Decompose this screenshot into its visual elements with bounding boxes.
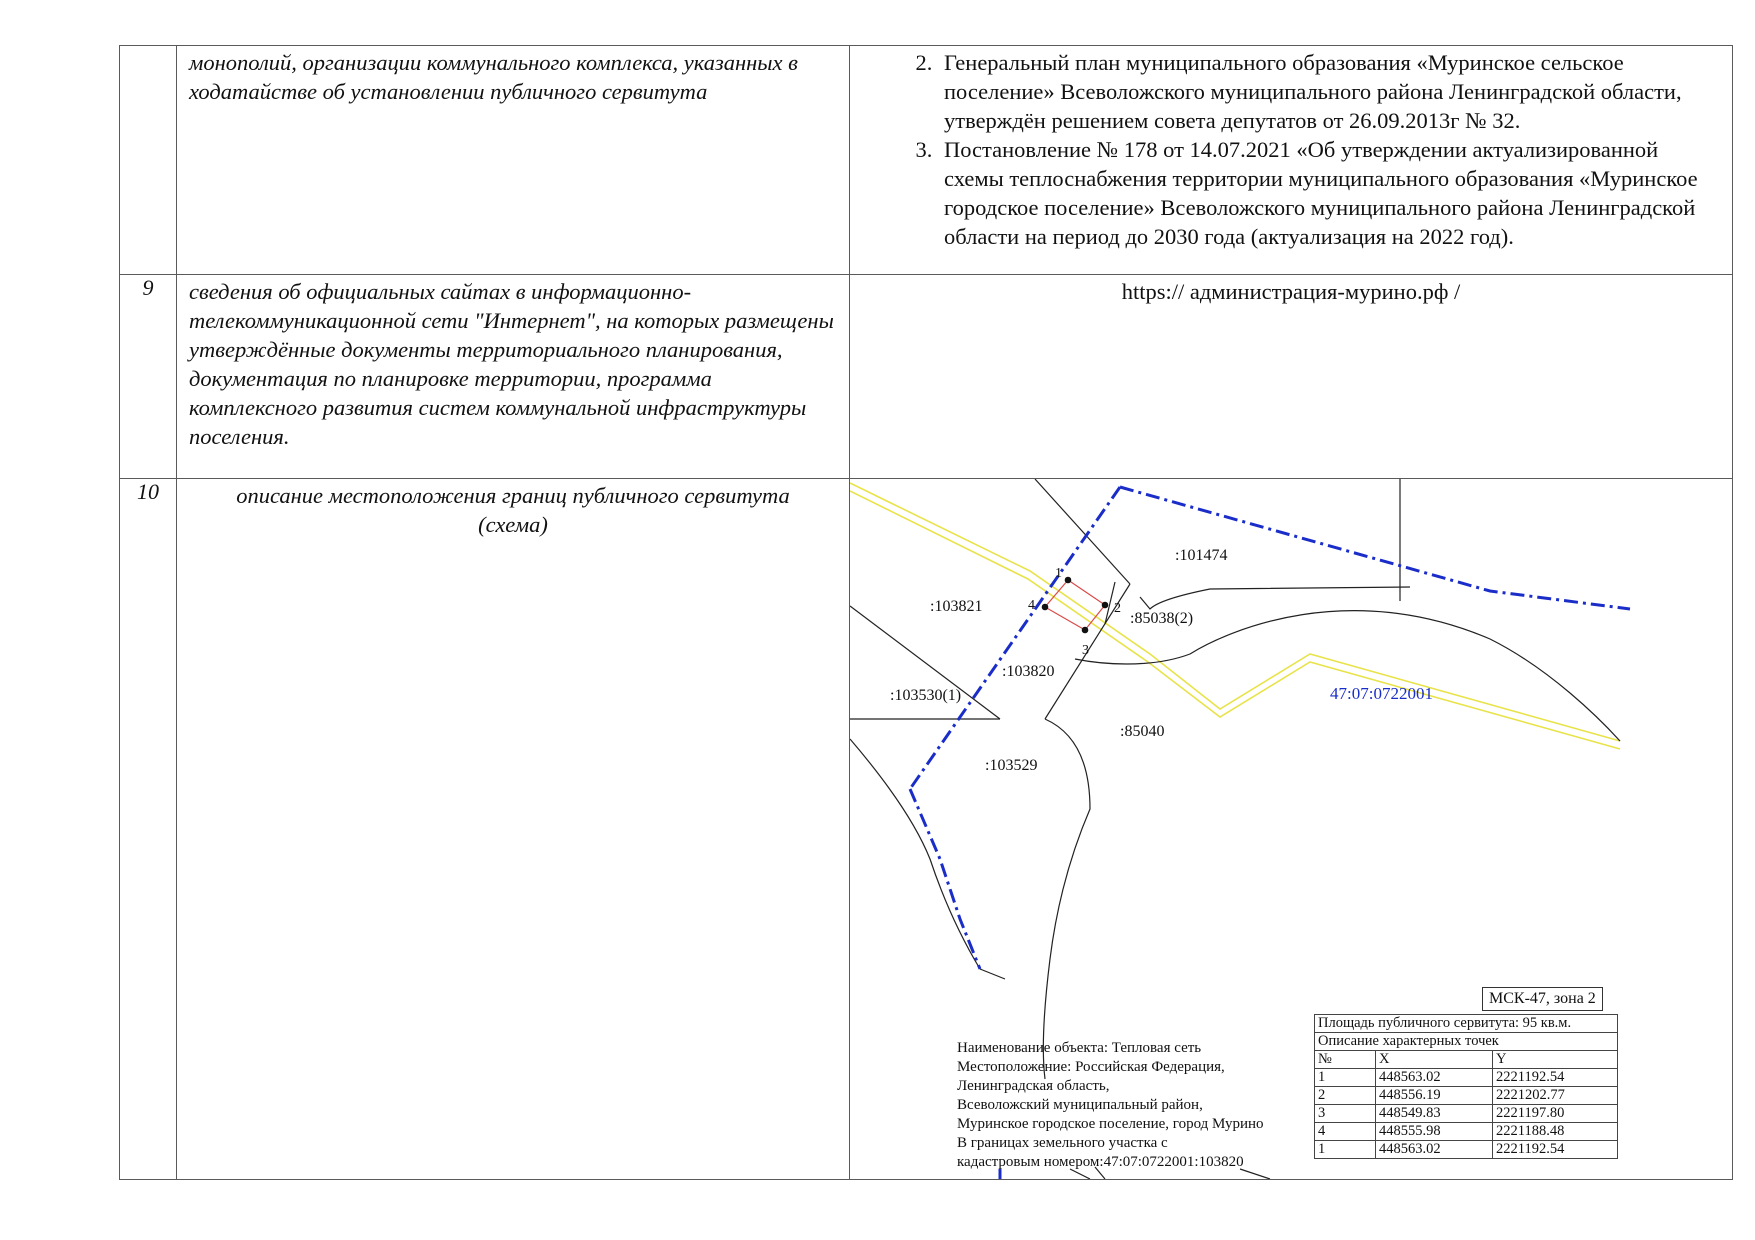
parcel-label-85040: :85040	[1120, 723, 1165, 740]
point-4	[1042, 604, 1049, 611]
parcel-label-103820: :103820	[1002, 663, 1055, 680]
coordinate-system-label: МСК-47, зона 2	[1482, 987, 1603, 1011]
point-y: 2221192.54	[1493, 1141, 1618, 1159]
column-header: №	[1315, 1051, 1376, 1069]
quarter-label: 47:07:0722001	[1330, 684, 1433, 703]
point-y: 2221188.48	[1493, 1123, 1618, 1141]
list-item: 2. Генеральный план муниципального образования «Муринское сельское поселение» Всеволожского муниципального района Ленинградской области, утверждён решением совета депутатов от 26.09.2013г № 32.	[938, 48, 1718, 135]
description-line: кадастровым номером:47:07:0722001:103820	[957, 1154, 1244, 1170]
documents-list	[850, 48, 1718, 251]
parcel-label-103529: :103529	[985, 757, 1038, 774]
point-3	[1082, 627, 1089, 634]
description-line: Местоположение: Российская Федерация,	[957, 1059, 1225, 1075]
list-item: 3. Постановление № 178 от 14.07.2021 «Об утверждении актуализированной схемы теплоснабжения территории муниципального образования «Муринское городское поселение» Всеволожского муниципального района Ленинградской области на период до 2030 года (актуализация на 2022 год).	[938, 135, 1718, 251]
row-name: сведения об официальных сайтах в информационно-телекоммуникационной сети "Интернет", на которых размещены утверждённые документы территориального планирования, документация по планировке территории, программа комплексного развития систем коммунальной инфраструктуры поселения.	[177, 275, 850, 479]
column-header: Y	[1493, 1051, 1618, 1069]
row-name: монополий, организации коммунального комплекса, указанных в ходатайстве об установлении публичного сервитута	[177, 46, 850, 275]
table-row	[1315, 1141, 1618, 1159]
column-header: X	[1376, 1051, 1493, 1069]
servitude-info-table	[119, 45, 1733, 1180]
point-x: 448549.83	[1376, 1105, 1493, 1123]
point-label-3: 3	[1082, 643, 1089, 658]
row-value	[850, 46, 1733, 275]
point-x: 448555.98	[1376, 1123, 1493, 1141]
scheme-cell	[850, 479, 1733, 1180]
point-x: 448563.02	[1376, 1141, 1493, 1159]
area-label: Площадь публичного сервитута: 95 кв.м.	[1315, 1015, 1618, 1033]
boundary-line	[910, 789, 980, 969]
row-number: 9	[120, 275, 177, 479]
points-title: Описание характерных точек	[1315, 1033, 1618, 1051]
table-row	[120, 275, 1733, 479]
table-row	[1315, 1015, 1618, 1033]
point-x: 448556.19	[1376, 1087, 1493, 1105]
parcel-label-101474: :101474	[1175, 547, 1228, 564]
official-site-link[interactable]: https:// администрация-мурино.рф /	[1121, 279, 1461, 304]
table-row	[1315, 1069, 1618, 1087]
table-row	[120, 46, 1733, 275]
table-row	[1315, 1033, 1618, 1051]
description-line: Муринское городское поселение, город Мурино	[957, 1116, 1264, 1132]
row-number: 10	[120, 479, 177, 1180]
point-label-1: 1	[1055, 566, 1062, 581]
row-name-line: (схема)	[478, 512, 548, 537]
parcel-line	[980, 969, 1005, 979]
point-x: 448563.02	[1376, 1069, 1493, 1087]
table-row	[1315, 1105, 1618, 1123]
point-number: 4	[1315, 1123, 1376, 1141]
point-y: 2221202.77	[1493, 1087, 1618, 1105]
point-number: 2	[1315, 1087, 1376, 1105]
row-name-line: описание местоположения границ публичного сервитута	[236, 483, 790, 508]
point-y: 2221197.80	[1493, 1105, 1618, 1123]
point-y: 2221192.54	[1493, 1069, 1618, 1087]
boundary-scheme	[850, 479, 1732, 1179]
table-row	[1315, 1123, 1618, 1141]
table-row	[120, 479, 1733, 1180]
description-line: Ленинградская область,	[957, 1078, 1110, 1094]
point-1	[1065, 577, 1072, 584]
description-line: Наименование объекта: Тепловая сеть	[957, 1040, 1202, 1056]
row-value	[850, 275, 1733, 479]
description-line: Всеволожский муниципальный район,	[957, 1097, 1203, 1113]
coordinates-table	[1314, 1014, 1618, 1159]
parcel-line	[1043, 719, 1090, 1079]
point-label-4: 4	[1028, 598, 1035, 613]
point-2	[1102, 602, 1109, 609]
point-number: 1	[1315, 1141, 1376, 1159]
parcel-label-103530: :103530(1)	[890, 687, 962, 704]
object-description	[957, 1039, 1264, 1172]
parcel-label-85038: :85038(2)	[1130, 610, 1194, 627]
row-name	[177, 479, 850, 1180]
row-number	[120, 46, 177, 275]
parcel-line	[850, 739, 980, 969]
point-number: 3	[1315, 1105, 1376, 1123]
point-number: 1	[1315, 1069, 1376, 1087]
parcel-label-103821: :103821	[930, 598, 983, 615]
point-label-2: 2	[1114, 601, 1121, 616]
description-line: В границах земельного участка с	[957, 1135, 1168, 1151]
table-header-row	[1315, 1051, 1618, 1069]
table-row	[1315, 1087, 1618, 1105]
